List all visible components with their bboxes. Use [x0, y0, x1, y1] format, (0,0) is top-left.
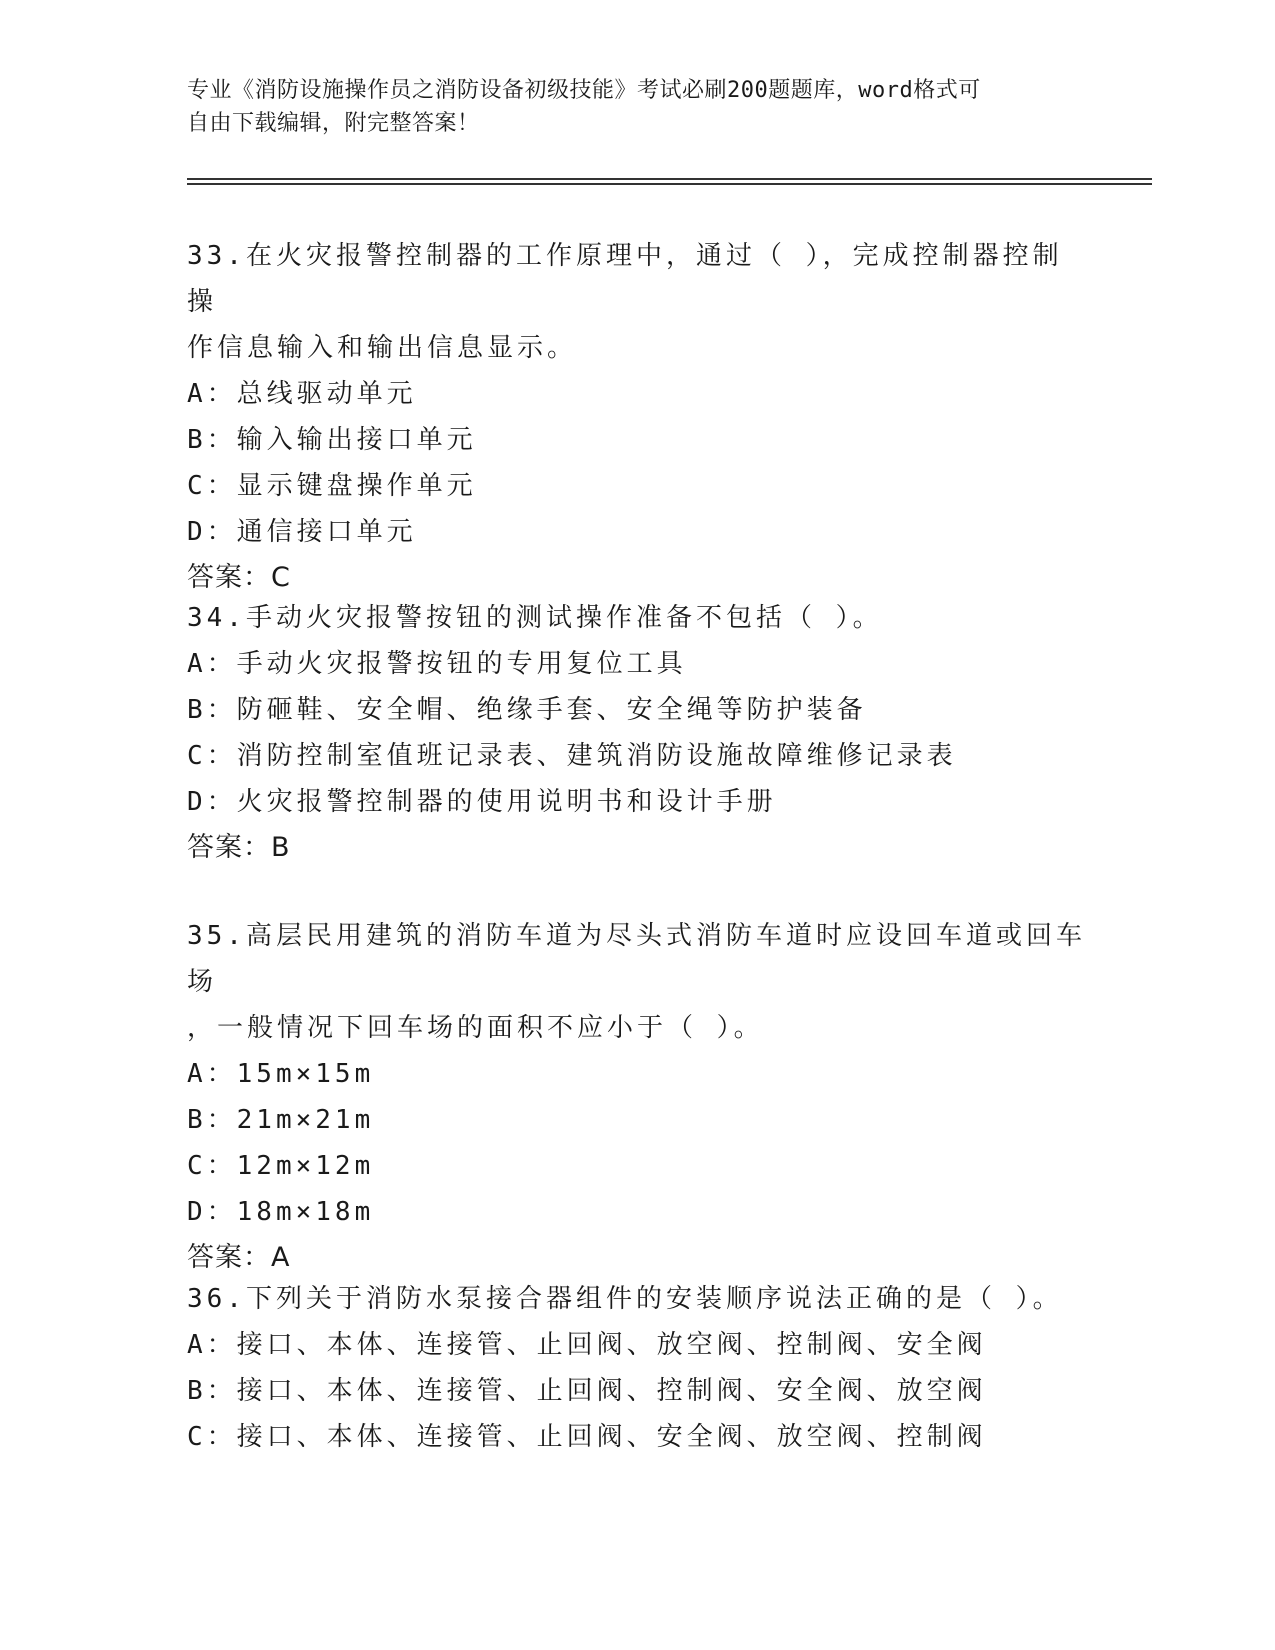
answer: 答案：B [187, 832, 291, 863]
question-34 [187, 595, 1087, 871]
option-c: C：接口、本体、连接管、止回阀、安全阀、放空阀、控制阀 [187, 1422, 987, 1452]
option-c: C：12m×12m [187, 1151, 375, 1181]
option-b: B：接口、本体、连接管、止回阀、控制阀、安全阀、放空阀 [187, 1376, 987, 1406]
option-a: A：总线驱动单元 [187, 379, 417, 409]
option-b: B：21m×21m [187, 1105, 375, 1135]
header-line-2: 自由下载编辑，附完整答案！ [187, 111, 480, 136]
option-d: D：通信接口单元 [187, 517, 417, 547]
question-stem-continued: ，一般情况下回车场的面积不应小于（ ）。 [187, 1013, 764, 1043]
question-stem: 33.在火灾报警控制器的工作原理中，通过（ ），完成控制器控制操 [187, 241, 1063, 317]
question-stem: 36.下列关于消防水泵接合器组件的安装顺序说法正确的是（ ）。 [187, 1284, 1063, 1314]
question-33 [187, 233, 1087, 601]
question-stem: 35.高层民用建筑的消防车道为尽头式消防车道时应设回车道或回车场 [187, 921, 1086, 997]
option-a: A：接口、本体、连接管、止回阀、放空阀、控制阀、安全阀 [187, 1330, 987, 1360]
option-a: A：手动火灾报警按钮的专用复位工具 [187, 649, 687, 679]
option-d: D：18m×18m [187, 1197, 375, 1227]
header-rule-top [187, 178, 1152, 180]
question-stem-continued: 作信息输入和输出信息显示。 [187, 333, 578, 363]
document-header [187, 74, 1067, 140]
answer: 答案：C [187, 562, 291, 593]
option-c: C：显示键盘操作单元 [187, 471, 477, 501]
option-c: C：消防控制室值班记录表、建筑消防设施故障维修记录表 [187, 741, 957, 771]
question-35 [187, 913, 1087, 1281]
option-d: D：火灾报警控制器的使用说明书和设计手册 [187, 787, 777, 817]
option-a: A：15m×15m [187, 1059, 375, 1089]
header-rule-bottom [187, 183, 1152, 185]
question-stem: 34.手动火灾报警按钮的测试操作准备不包括（ ）。 [187, 603, 883, 633]
option-b: B：输入输出接口单元 [187, 425, 477, 455]
option-b: B：防砸鞋、安全帽、绝缘手套、安全绳等防护装备 [187, 695, 867, 725]
header-line-1: 专业《消防设施操作员之消防设备初级技能》考试必刷200题题库，word格式可 [187, 78, 981, 103]
answer: 答案：A [187, 1242, 291, 1273]
question-36 [187, 1276, 1087, 1460]
